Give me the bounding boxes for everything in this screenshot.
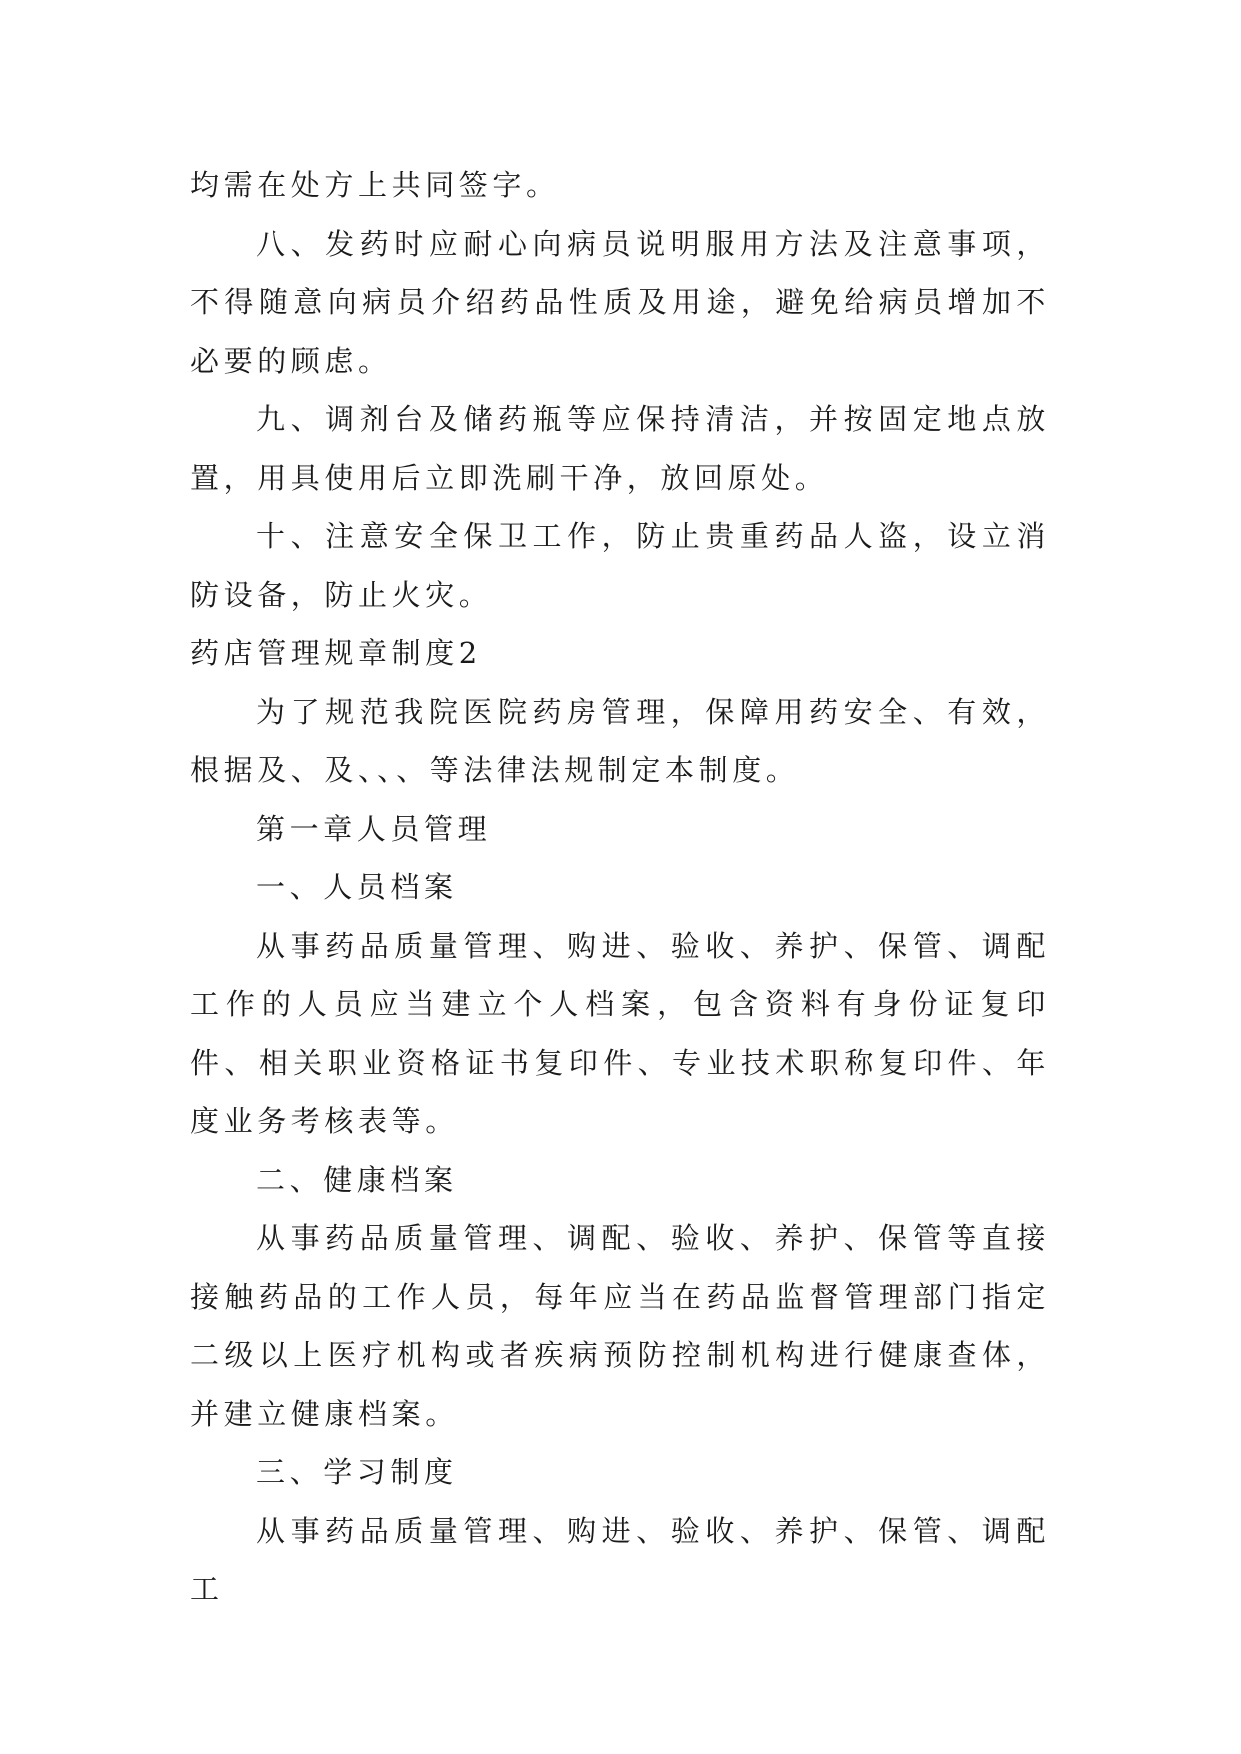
document-body [190,156,1050,1619]
document-section-title: 药店管理规章制度2 [190,636,482,670]
paragraph-personnel-files: 从事药品质量管理、购进、验收、养护、保管、调配工作的人员应当建立个人档案，包含资料有身份证复印件、相关职业资格证书复印件、专业技术职称复印件、年度业务考核表等。 [190,928,1050,1138]
paragraph-introduction: 为了规范我院医院药房管理，保障用药安全、有效，根据及、及、、、等法律法规制定本制度。 [190,694,1050,787]
paragraph-item-nine: 九、调剂台及储药瓶等应保持清洁，并按固定地点放置，用具使用后立即洗刷干净，放回原处。 [190,402,1050,495]
subsection-title-personnel-files: 一、人员档案 [256,870,458,904]
chapter-title: 第一章人员管理 [256,811,492,846]
paragraph-item-eight: 八、发药时应耐心向病员说明服用方法及注意事项，不得随意向病员介绍药品性质及用途，避免给病员增加不必要的顾虑。 [190,226,1050,378]
paragraph-item-ten: 十、注意安全保卫工作，防止贵重药品人盗，设立消防设备，防止火灾。 [190,519,1050,612]
paragraph-health-files: 从事药品质量管理、调配、验收、养护、保管等直接接触药品的工作人员，每年应当在药品监督管理部门指定二级以上医疗机构或者疾病预防控制机构进行健康查体，并建立健康档案。 [190,1221,1050,1431]
paragraph-study-system: 从事药品质量管理、购进、验收、养护、保管、调配工 [190,1513,1050,1606]
paragraph-signature-continuation: 均需在处方上共同签字。 [190,168,560,202]
subsection-title-study-system: 三、学习制度 [256,1455,458,1489]
subsection-title-health-files: 二、健康档案 [256,1162,458,1197]
